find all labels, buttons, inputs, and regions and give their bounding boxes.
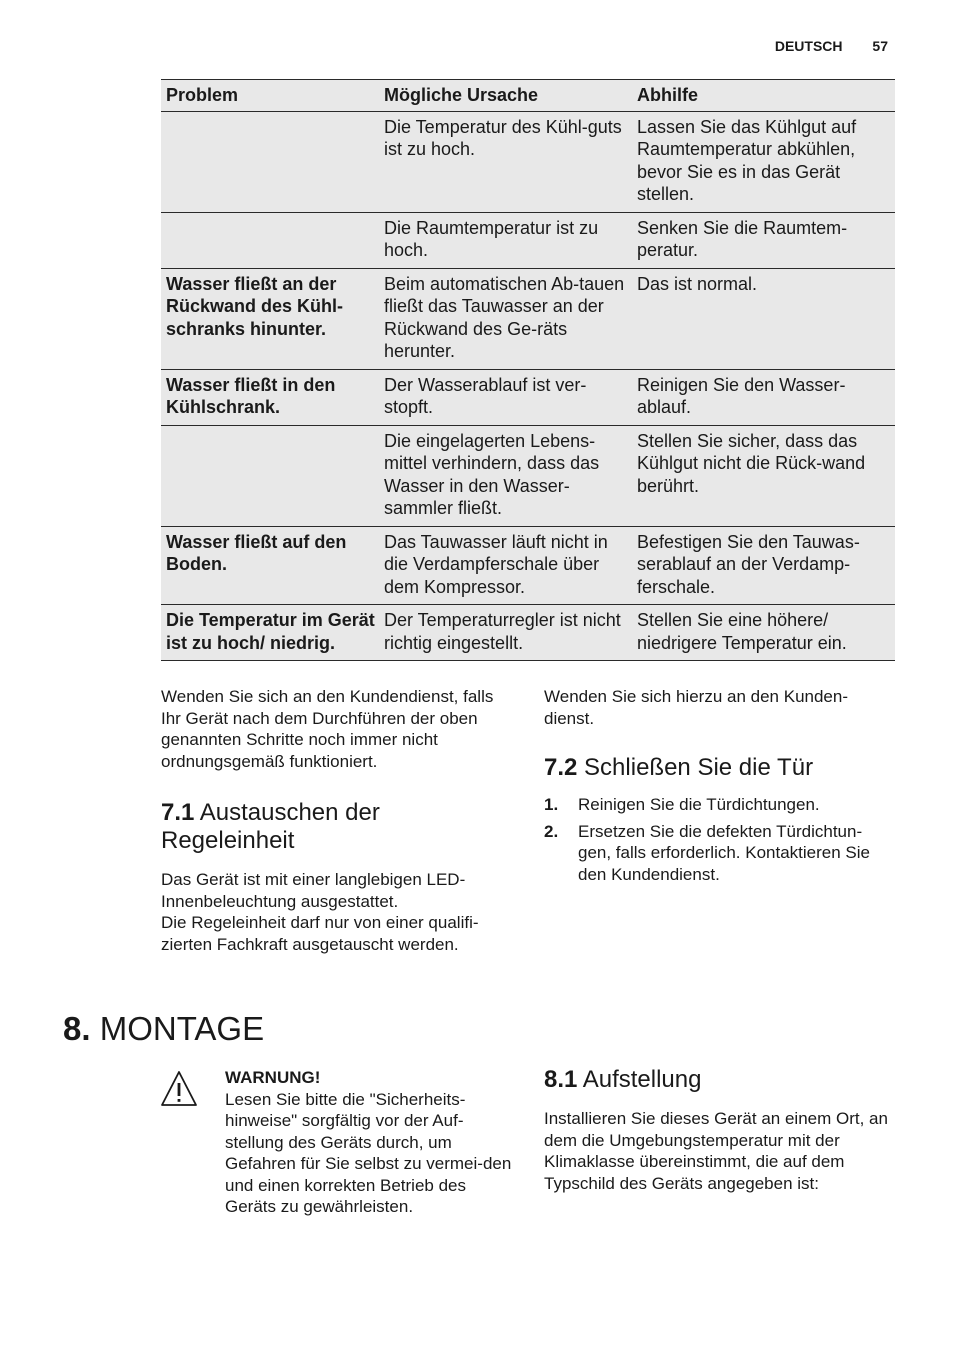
column-header-remedy: Abhilfe <box>632 80 895 112</box>
warning-block <box>225 1067 515 1218</box>
control-unit-text: Die Regeleinheit darf nur von einer qualifi-zierten Fachkraft ausgetauscht werden. <box>161 913 479 954</box>
chapter-heading <box>63 1010 264 1048</box>
door-steps-list <box>544 794 894 885</box>
cause-cell: Das Tauwasser läuft nicht in die Verdampferschale über dem Kompressor. <box>379 526 632 605</box>
warning-text: Lesen Sie bitte die "Sicherheits-hinweise" sorgfältig vor der Auf-stellung des Geräts durch, um Gefahren für Sie selbst zu vermei-den und einen korrekten Betrieb des Geräts zu gewährleisten. <box>225 1089 512 1216</box>
table-row <box>161 369 895 425</box>
remedy-cell: Stellen Sie sicher, dass das Kühlgut nicht die Rück-wand berührt. <box>632 425 895 526</box>
header-page-number: 57 <box>872 38 888 54</box>
problem-cell <box>161 212 379 268</box>
remedy-cell: Das ist normal. <box>632 268 895 369</box>
problem-cell: Die Temperatur im Gerät ist zu hoch/ niedrig. <box>161 605 379 661</box>
section-number: 7.1 <box>161 799 195 826</box>
table-row <box>161 212 895 268</box>
section-8-1-heading <box>544 1066 894 1094</box>
remedy-cell: Lassen Sie das Kühlgut auf Raumtemperatur abkühlen, bevor Sie es in das Gerät stellen. <box>632 111 895 212</box>
section-8-1 <box>544 1066 894 1194</box>
section-title: Austauschen der Regeleinheit <box>161 799 380 854</box>
cause-cell: Die Temperatur des Kühl-guts ist zu hoch. <box>379 111 632 212</box>
column-header-problem: Problem <box>161 80 379 112</box>
step-number: 2. <box>544 821 559 841</box>
chapter-number: 8. <box>63 1010 91 1047</box>
section-7-2-heading <box>544 754 894 782</box>
table-row <box>161 111 895 212</box>
cause-cell: Beim automatischen Ab-tauen fließt das Tauwasser an der Rückwand des Ge-räts herunter. <box>379 268 632 369</box>
problem-cell: Wasser fließt auf den Boden. <box>161 526 379 605</box>
cause-cell: Die Raumtemperatur ist zu hoch. <box>379 212 632 268</box>
list-item <box>544 794 894 816</box>
remedy-cell: Reinigen Sie den Wasser-ablauf. <box>632 369 895 425</box>
problem-cell <box>161 111 379 212</box>
step-text: Reinigen Sie die Türdichtungen. <box>578 795 820 814</box>
page-header <box>775 38 888 54</box>
contact-service-text: Wenden Sie sich hierzu an den Kunden-dienst. <box>544 687 848 728</box>
remedy-cell: Senken Sie die Raumtem-peratur. <box>632 212 895 268</box>
step-number: 1. <box>544 795 559 814</box>
problem-cell <box>161 425 379 526</box>
warning-triangle-icon <box>160 1070 198 1108</box>
header-language: DEUTSCH <box>774 38 843 54</box>
remedy-cell: Stellen Sie eine höhere/ niedrigere Temperatur ein. <box>632 605 895 661</box>
section-number: 8.1 <box>544 1066 578 1093</box>
led-lighting-text: Das Gerät ist mit einer langlebigen LED-Innenbeleuchtung ausgestattet. <box>161 870 466 911</box>
remedy-cell: Befestigen Sie den Tauwas-serablauf an der Verdamp-ferschale. <box>632 526 895 605</box>
problem-cell: Wasser fließt in den Kühlschrank. <box>161 369 379 425</box>
troubleshooting-table <box>161 79 895 661</box>
table-row <box>161 268 895 369</box>
cause-cell: Die eingelagerten Lebens-mittel verhindern, dass das Wasser in den Wasser-sammler fließt. <box>379 425 632 526</box>
right-column <box>544 686 894 890</box>
table-row <box>161 425 895 526</box>
warning-title: WARNUNG! <box>225 1068 321 1087</box>
contact-service-text: Wenden Sie sich an den Kundendienst, falls Ihr Gerät nach dem Durchführen der oben genannten Schritte noch immer nicht ordnungsgemäß funktioniert. <box>161 687 494 771</box>
section-title: Aufstellung <box>582 1066 702 1093</box>
table-row <box>161 526 895 605</box>
section-title: Schließen Sie die Tür <box>584 754 814 781</box>
table-header-row <box>161 80 895 112</box>
problem-cell: Wasser fließt an der Rückwand des Kühl-schranks hinunter. <box>161 268 379 369</box>
left-column <box>161 686 511 955</box>
installation-text: Installieren Sie dieses Gerät an einem Ort, an dem die Umgebungstemperatur mit der Klimaklasse übereinstimmt, die auf dem Typschild des Geräts angegeben ist: <box>544 1109 888 1193</box>
cause-cell: Der Wasserablauf ist ver-stopft. <box>379 369 632 425</box>
step-text: Ersetzen Sie die defekten Türdichtun-gen, falls erforderlich. Kontaktieren Sie den Kundendienst. <box>578 821 870 884</box>
column-header-cause: Mögliche Ursache <box>379 80 632 112</box>
section-7-1-heading <box>161 799 511 855</box>
cause-cell: Der Temperaturregler ist nicht richtig eingestellt. <box>379 605 632 661</box>
table-row <box>161 605 895 661</box>
chapter-title: MONTAGE <box>99 1010 265 1047</box>
list-item <box>544 821 894 886</box>
section-number: 7.2 <box>544 754 578 781</box>
